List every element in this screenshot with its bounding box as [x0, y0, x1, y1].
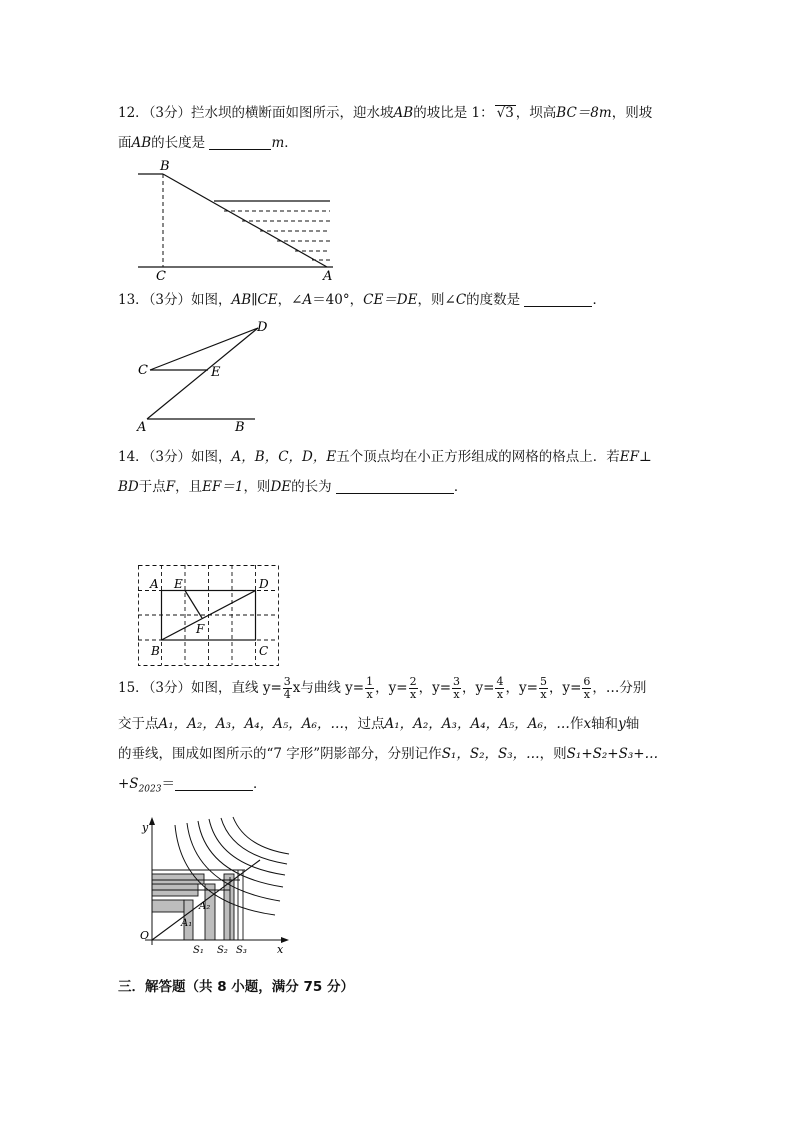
q12-text: ，则坡: [611, 105, 653, 121]
q12-text: 的长度是: [151, 135, 206, 151]
label-s3: S₃: [236, 945, 247, 956]
question-12: [118, 98, 678, 158]
frac-num: 6: [583, 675, 591, 688]
label-d: D: [257, 320, 268, 335]
question-number: 13．: [118, 292, 149, 308]
frac-num: 4: [496, 675, 504, 688]
q12-unit: m: [271, 135, 285, 151]
q15-text: ，则: [539, 746, 567, 762]
q14-ef-eq: EF＝1: [202, 479, 244, 495]
question-number: 15．: [118, 680, 149, 696]
q14-points: A，B，C，D，E: [231, 449, 337, 465]
q15-line-2: [118, 709, 678, 739]
q15-text: 与曲线 y=: [300, 680, 365, 696]
q15-text: 交于点: [118, 716, 159, 732]
q15-hyperbola-figure: [135, 815, 295, 955]
question-score: （3分）: [148, 449, 192, 465]
q14-grid-figure: [138, 565, 283, 667]
q14-text: ，则: [243, 479, 271, 495]
q15-sep: ，y=: [375, 680, 408, 696]
fraction-curve-2: [409, 676, 418, 701]
answer-blank[interactable]: [209, 133, 271, 150]
label-a: A: [150, 577, 159, 591]
q14-text: 五个顶点均在小正方形组成的网格的格点上．若: [336, 449, 620, 465]
q15-line-1: [118, 673, 678, 707]
q13-ce-eq: CE＝DE: [363, 292, 418, 308]
q15-x-axis: x: [583, 716, 592, 732]
question-score: （3分）: [148, 105, 192, 121]
frac-num: 3: [283, 675, 291, 688]
answer-blank[interactable]: [524, 290, 592, 307]
frac-den: 4: [283, 688, 291, 701]
label-a: A: [323, 269, 333, 284]
frac-num: 1: [366, 675, 374, 688]
q15-sep: ，y=: [462, 680, 495, 696]
fraction-curve-3: [452, 676, 461, 701]
question-number: 14．: [118, 449, 149, 465]
q14-text: 的长为: [291, 479, 332, 495]
label-e: E: [174, 577, 183, 591]
q15-text: 轴: [625, 716, 640, 732]
label-a2: A₂: [199, 901, 211, 912]
fraction-curve-5: [539, 676, 548, 701]
q13-text: 的度数是: [466, 292, 521, 308]
q14-line-1: [118, 442, 678, 472]
label-origin: O: [140, 929, 150, 942]
q12-text: ，坝高: [515, 105, 557, 121]
q12-height: BC＝8m: [556, 105, 612, 121]
q12-end: ．: [284, 135, 298, 151]
q13-text: ，∠: [277, 292, 303, 308]
sqrt-value: 3: [505, 105, 514, 121]
label-x-axis: x: [277, 943, 284, 956]
q12-text: 面: [118, 135, 132, 151]
question-score: （3分）: [148, 680, 192, 696]
q15-text: 的垂线，围成如图所示的“7 字形”阴影部分，分别记作: [118, 746, 442, 762]
q15-line-4: [118, 769, 678, 805]
frac-den: x: [366, 688, 373, 701]
q14-ef: EF: [619, 449, 639, 465]
fraction-curve-4: [495, 676, 504, 701]
fraction-curve-1: [365, 676, 374, 701]
q15-line-3: [118, 739, 678, 769]
q14-f: F: [165, 479, 176, 495]
label-c: C: [156, 269, 166, 284]
q14-text: 如图，: [191, 449, 232, 465]
frac-den: x: [453, 688, 460, 701]
q13-text: ＝40°，: [312, 292, 364, 308]
fraction-curve-6: [582, 676, 591, 701]
fraction-line: [283, 676, 292, 701]
answer-blank[interactable]: [175, 774, 253, 791]
q14-de: DE: [270, 479, 292, 495]
label-b: B: [160, 159, 170, 174]
label-c: C: [259, 644, 269, 658]
sqrt-symbol: √3: [496, 105, 514, 121]
q15-y-axis: y: [618, 716, 626, 732]
q15-text: 作: [569, 716, 584, 732]
answer-blank[interactable]: [336, 477, 454, 494]
q14-end: ．: [453, 479, 468, 495]
q13-text: 如图，: [191, 292, 232, 308]
q15-x: x: [292, 680, 301, 696]
q12-line-1: [118, 98, 678, 128]
label-d: D: [259, 577, 269, 591]
q14-text: ，且: [175, 479, 203, 495]
frac-num: 2: [409, 675, 417, 688]
perp-symbol: ⊥: [638, 449, 652, 465]
q14-text: 于点: [138, 479, 166, 495]
q15-points: A₁，A₂，A₃，A₄，A₅，A₆，…: [384, 716, 570, 732]
q15-sep: ，: [592, 680, 606, 696]
question-13: [118, 285, 678, 315]
q13-parallel: AB∥CE: [231, 292, 278, 308]
q15-sep: ，y=: [505, 680, 538, 696]
label-y-axis: y: [142, 821, 149, 834]
question-15: [118, 673, 678, 805]
q14-bd: BD: [118, 479, 139, 495]
frac-num: 5: [539, 675, 547, 688]
q15-text: ＝: [161, 776, 175, 792]
q13-end: ．: [592, 292, 606, 308]
q14-line-2: [118, 472, 678, 502]
q15-sep: ，y=: [418, 680, 452, 696]
question-14: [118, 442, 678, 502]
label-s2: S₂: [217, 945, 228, 956]
q12-segment-ab: AB: [393, 105, 414, 121]
q15-text: ，过点: [343, 716, 385, 732]
label-e: E: [211, 365, 221, 380]
label-a: A: [137, 420, 147, 435]
q13-angle-a: A: [302, 292, 313, 308]
q15-sep: ，y=: [548, 680, 582, 696]
q13-angle-c: C: [455, 292, 467, 308]
q13-figure: [135, 318, 285, 436]
q15-points: A₁，A₂，A₃，A₄，A₅，A₆，…: [158, 716, 344, 732]
label-b: B: [235, 420, 245, 435]
q15-text: …分别: [605, 680, 647, 696]
q15-s-sum: S₁+S₂+S₃+…: [566, 746, 659, 762]
question-number: 12．: [118, 105, 149, 121]
label-b: B: [151, 644, 160, 658]
question-score: （3分）: [148, 292, 192, 308]
frac-den: x: [409, 688, 417, 701]
frac-den: x: [583, 688, 590, 701]
q12-text: 拦水坝的横断面如图所示，迎水坡: [191, 105, 394, 121]
q12-segment-ab: AB: [131, 135, 152, 151]
frac-den: x: [496, 688, 504, 701]
q15-text: +S: [118, 776, 139, 792]
frac-den: x: [540, 688, 547, 701]
label-c: C: [138, 363, 148, 378]
q15-end: ．: [252, 776, 267, 792]
q15-text: 如图，直线 y=: [191, 680, 282, 696]
q12-dam-figure: [130, 158, 350, 283]
q15-s-list: S₁，S₂，S₃，…: [441, 746, 540, 762]
q12-line-2: [118, 128, 678, 158]
frac-num: 3: [453, 675, 461, 688]
label-f: F: [196, 622, 205, 636]
section-heading: 三．解答题（共 8 小题，满分 75 分）: [118, 979, 354, 995]
label-a1: A₁: [181, 918, 193, 929]
q15-sub: 2023: [138, 784, 162, 795]
label-s1: S₁: [193, 945, 204, 956]
q13-text: ，则∠: [417, 292, 456, 308]
q15-text: 轴和: [591, 716, 619, 732]
q12-text: 的坡比是 1：: [413, 105, 494, 121]
